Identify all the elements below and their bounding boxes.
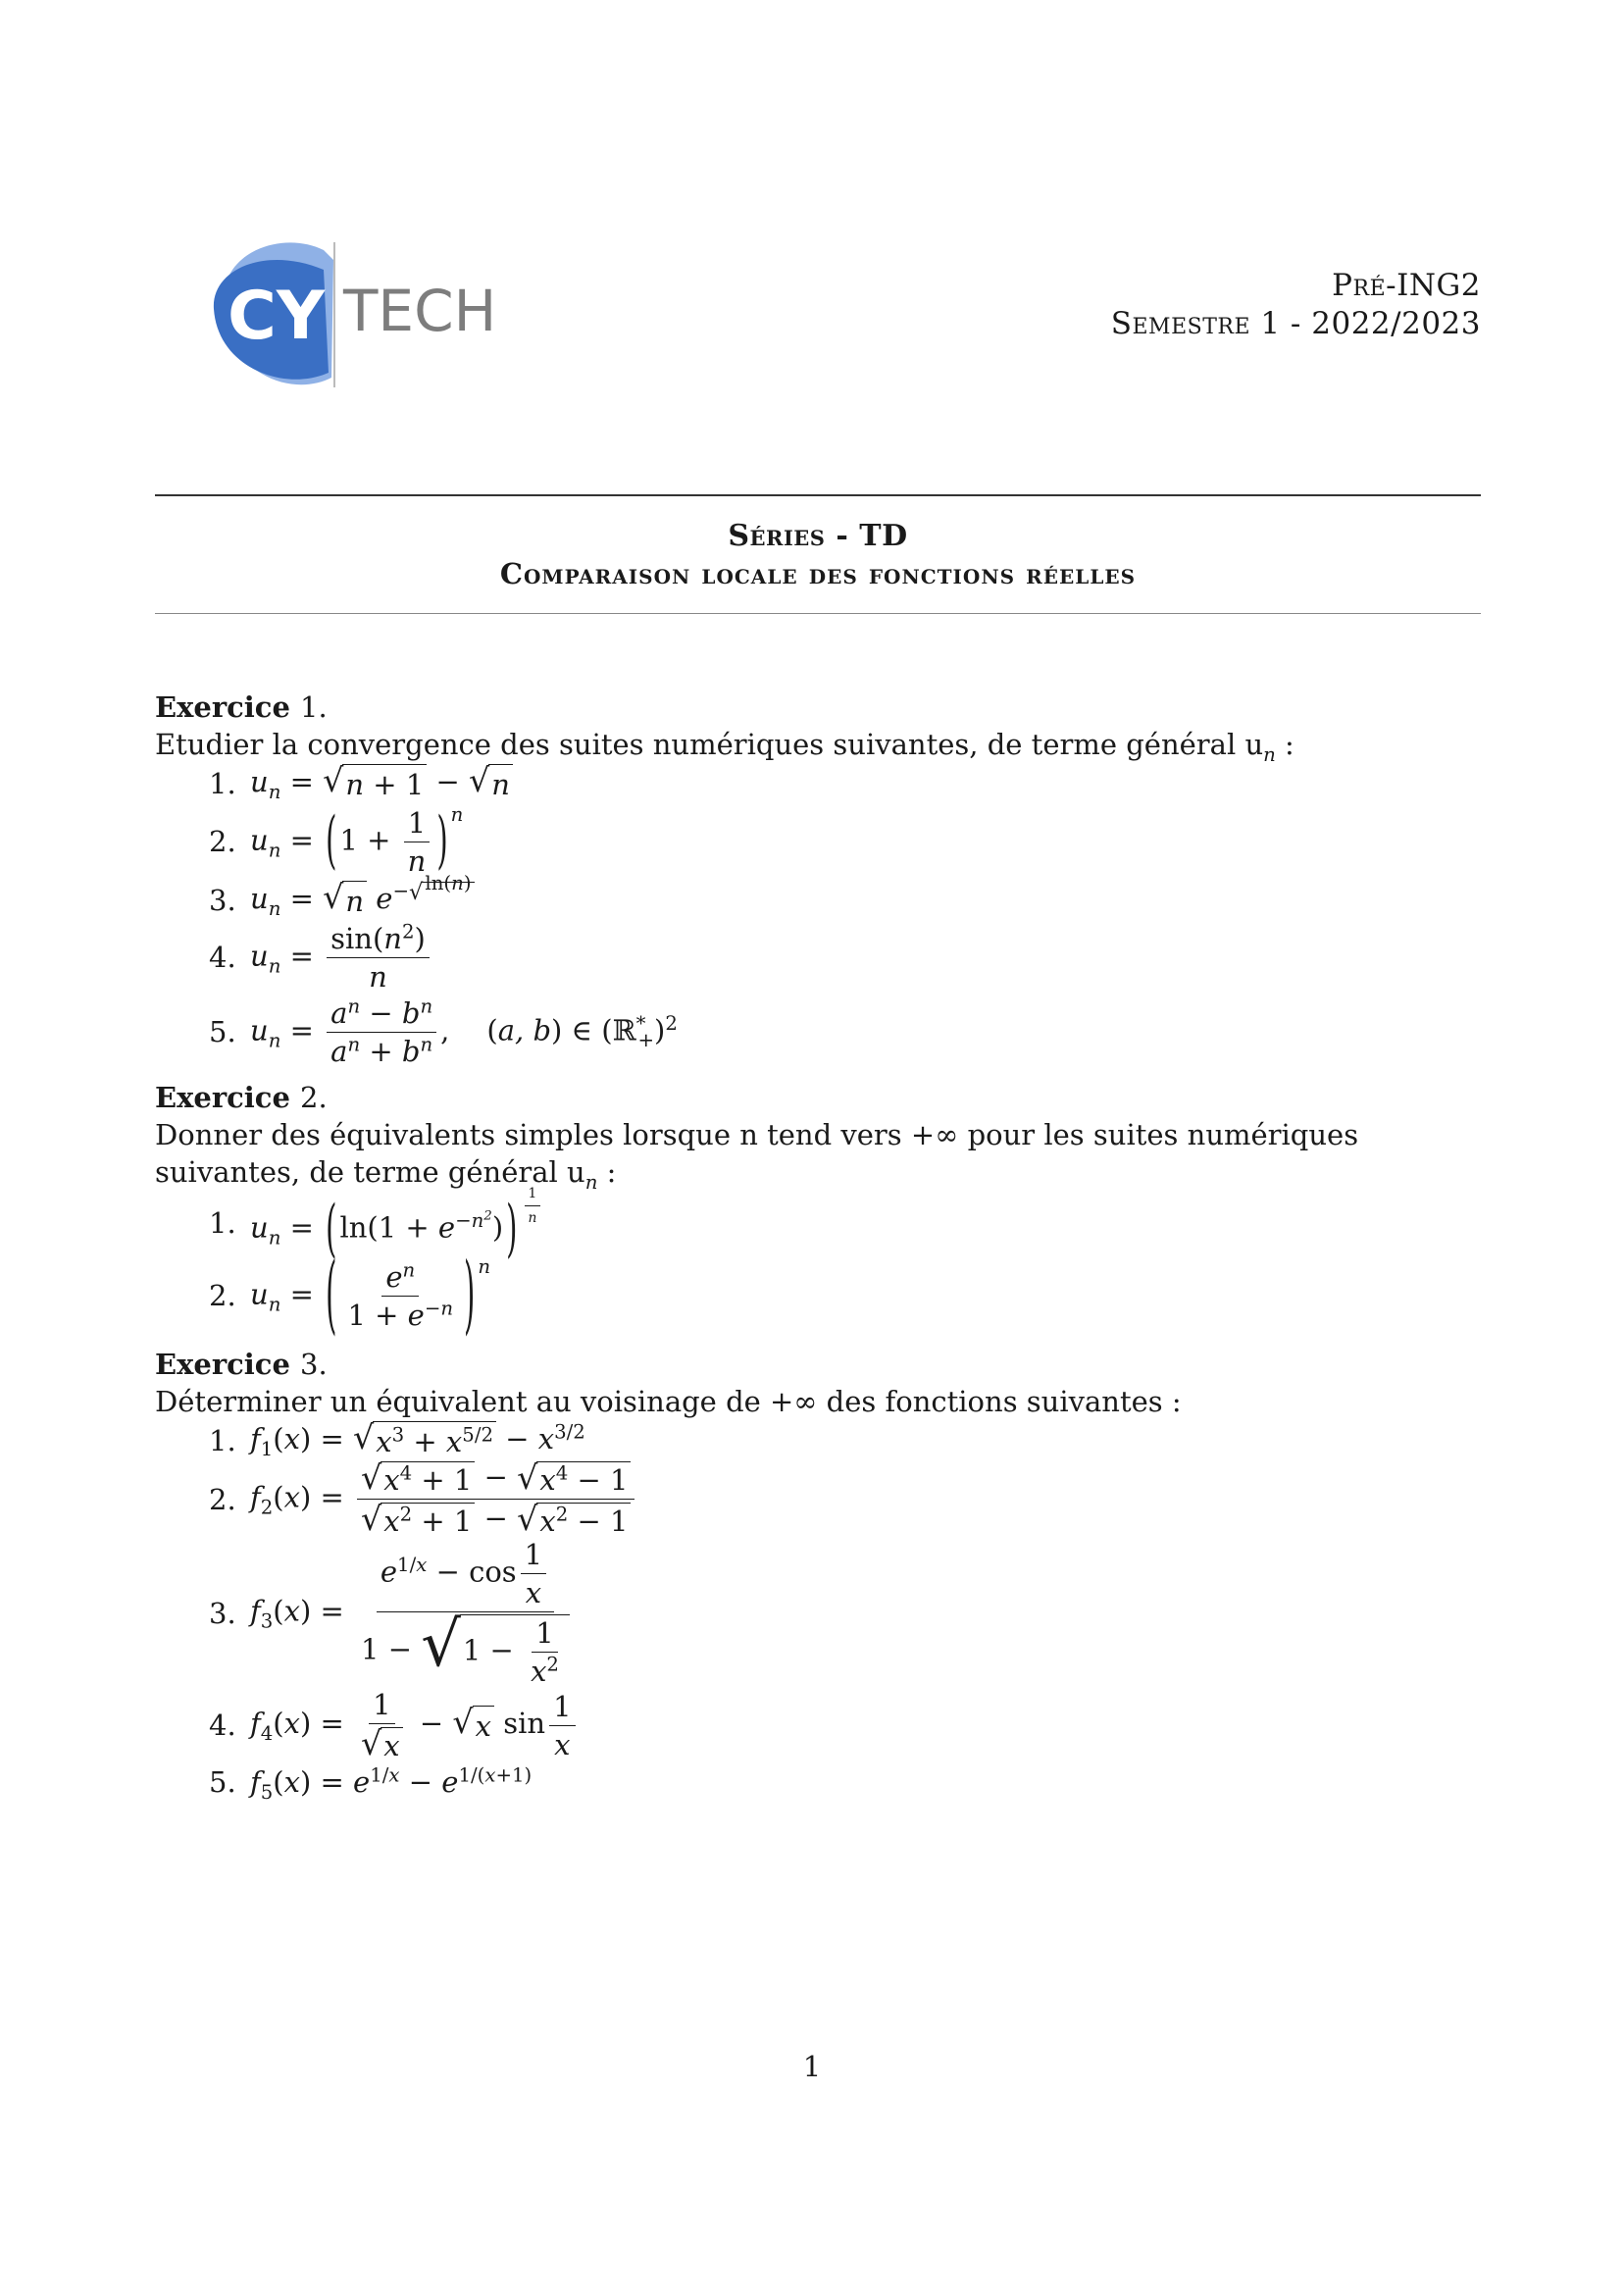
course-level: Pré-ING2	[1332, 268, 1481, 303]
exercise-item: 1. $f_1(x)$ = √ $x^3 + x^{5/2}$ − $x^{3/2}$	[209, 1418, 585, 1460]
page-number: 1	[802, 2050, 822, 2083]
exercise-1	[155, 689, 1481, 1069]
logo-letters: CY	[228, 278, 326, 355]
exercise-3	[155, 1346, 1481, 1802]
title-rule-top	[155, 494, 1481, 496]
exercise-item: 1. $u_n$ = ( $\ln(1 + e^{-n^2})$ ) $^{\frac{1}{n}}$	[209, 1191, 1481, 1255]
page-title: Séries - TD	[728, 519, 908, 553]
exercise-item: 5. $u_n$ = $\frac{a^n - b^n}{a^n + b^n}$ , (a, b) ∈ (ℝ*$_+$)$^2$	[209, 994, 678, 1068]
exercise-item: 2. $u_n$ = ( $\frac{e^n}{1 + e^{-n}}$ ) $^n$	[209, 1244, 491, 1344]
exercise-item: 2. $u_n$ = ( 1 + $\frac{1}{n}$ ) $^n$	[209, 802, 464, 878]
page-subtitle: Comparaison locale des fonctions réelles	[499, 557, 1137, 590]
exercise-item: 4. $f_4(x)$ = 1 √ x − √ x sin $\frac{1}{x}$	[209, 1688, 1481, 1762]
exercise-statement: Etudier la convergence des suites numériques suivantes, de terme général $u_n$ :	[155, 728, 1294, 766]
course-semester: Semestre 1 - 2022/2023	[1110, 306, 1481, 341]
logo-text: TECH	[343, 278, 497, 344]
exercise-statement: Donner des équivalents simples lorsque n tend vers +∞ pour les suites numériques suivantes, de terme général $u_n$ :	[155, 1118, 1359, 1194]
course-header	[1111, 267, 1481, 343]
exercise-2	[155, 1079, 1481, 1344]
title-block	[155, 518, 1481, 592]
exercise-list	[155, 689, 1481, 1811]
exercise-item: 5. $f_5(x) = e^{1/x} - e^{1/(x+1)}$	[209, 1763, 533, 1804]
exercise-item: 2. $f_2(x)$ = √ $x^4 + 1$ − √ $x^4 - 1$ √ $x^2 + 1$ − √ $x^2 - 1$	[209, 1460, 1481, 1538]
exercise-statement: Déterminer un équivalent au voisinage de +∞ des fonctions suivantes :	[155, 1385, 1182, 1418]
exercise-item: 1. $u_n$ = √ n + 1 − √ n	[209, 763, 1481, 803]
exercise-item: 3. $u_n$ = √ n $e^{- √ ln(n)}$	[209, 880, 1481, 920]
exercise-heading: Exercice 1.	[155, 690, 328, 724]
title-rule-bottom	[155, 613, 1481, 614]
cy-tech-logo	[206, 230, 530, 392]
exercise-heading: Exercice 2.	[155, 1081, 328, 1114]
exercise-item: 4. $u_n$ = $\frac{\sin(n^2)}{n}$	[209, 920, 1481, 995]
exercise-heading: Exercice 3.	[155, 1348, 328, 1381]
exercise-item: 3. $f_3(x)$ = $e^{1/x} - \cos$ $\frac{1}{x}$ 1 − √ 1 − $\frac{1}{x^2}$	[209, 1538, 1481, 1688]
